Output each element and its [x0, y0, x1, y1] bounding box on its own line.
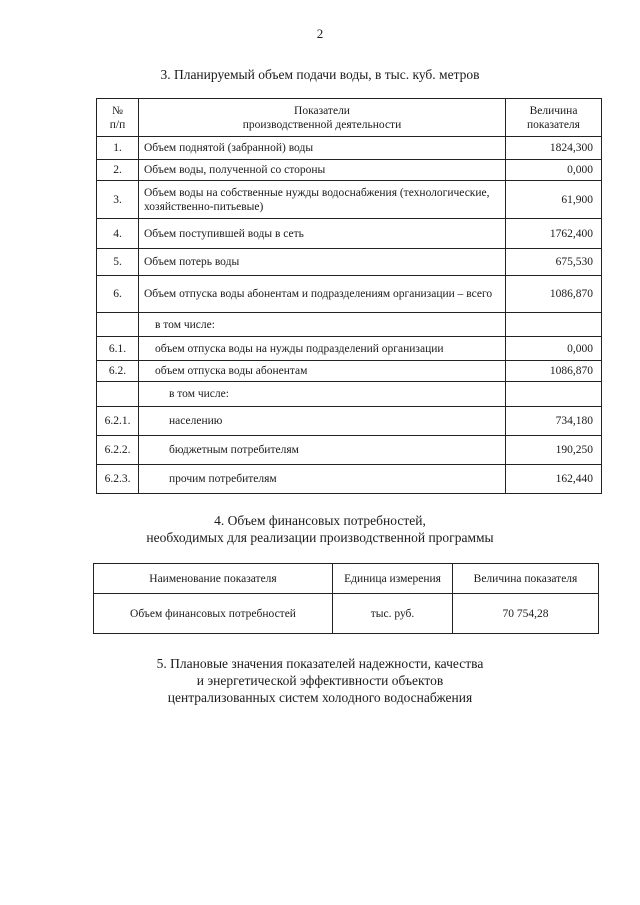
row-unit: тыс. руб.: [333, 594, 453, 634]
row-label: Объем воды на собственные нужды водоснабжения (технологические, хозяйственно-питьевые): [139, 181, 506, 219]
row-number: [97, 313, 139, 337]
row-label: Объем отпуска воды абонентам и подразделениям организации – всего: [139, 276, 506, 313]
section3-title-text: 3. Планируемый объем подачи воды, в тыс. куб. метров: [160, 67, 480, 82]
row-number: 6.2.1.: [97, 407, 139, 436]
row-number: 6.2.: [97, 361, 139, 382]
section5-title-line2: и энергетической эффективности объектов: [196, 673, 444, 688]
header-value-line2: показателя: [527, 118, 580, 131]
row-number: [97, 382, 139, 407]
row-label: Объем поступившей воды в сеть: [139, 219, 506, 249]
row-label: объем отпуска воды абонентам: [139, 361, 506, 382]
section4-title-line1: 4. Объем финансовых потребностей,: [214, 513, 426, 528]
header-number-line2: п/п: [109, 118, 126, 131]
table-row: [97, 160, 602, 181]
row-value: 1086,870: [506, 276, 602, 313]
row-label: Объем потерь воды: [139, 249, 506, 276]
header-indicator-line1: Показатели: [294, 104, 350, 117]
table-row: [97, 361, 602, 382]
section5-title-line3: централизованных систем холодного водоснабжения: [167, 690, 473, 705]
row-label: объем отпуска воды на нужды подразделений организации: [139, 337, 506, 361]
table-row: [94, 594, 599, 634]
section5-title-line1: 5. Плановые значения показателей надежности, качества: [156, 656, 484, 671]
table-header-row: [94, 564, 599, 594]
header-indicator: [139, 99, 506, 137]
header-value-line1: Величина: [529, 104, 578, 117]
row-number: 5.: [97, 249, 139, 276]
table-row: [97, 382, 602, 407]
table-row: [97, 407, 602, 436]
row-number: 4.: [97, 219, 139, 249]
section4-title-line2: необходимых для реализации производственной программы: [146, 530, 494, 545]
table-row: [97, 249, 602, 276]
table-row: [97, 137, 602, 160]
row-value: 61,900: [506, 181, 602, 219]
table-row: [97, 313, 602, 337]
row-value: [506, 382, 602, 407]
table-row: [97, 436, 602, 465]
table-row: [97, 276, 602, 313]
row-number: 3.: [97, 181, 139, 219]
row-label: в том числе:: [139, 313, 506, 337]
row-number: 1.: [97, 137, 139, 160]
table-row: [97, 219, 602, 249]
row-label: Объем поднятой (забранной) воды: [139, 137, 506, 160]
page-number: 2: [316, 26, 324, 41]
row-number: 6.2.2.: [97, 436, 139, 465]
header-number: [97, 99, 139, 137]
row-number: 6.: [97, 276, 139, 313]
row-number: 6.1.: [97, 337, 139, 361]
section4-title: [0, 512, 640, 546]
section3-title: [0, 66, 640, 83]
row-value: [506, 313, 602, 337]
row-label: населению: [139, 407, 506, 436]
row-value: 190,250: [506, 436, 602, 465]
water-supply-table: [96, 98, 602, 494]
table-header-row: [97, 99, 602, 137]
header-indicator-name: Наименование показателя: [94, 564, 333, 594]
row-indicator-name: Объем финансовых потребностей: [94, 594, 333, 634]
row-label: Объем воды, полученной со стороны: [139, 160, 506, 181]
row-label: в том числе:: [139, 382, 506, 407]
header-value: [506, 99, 602, 137]
table-row: [97, 337, 602, 361]
row-number: 6.2.3.: [97, 465, 139, 494]
row-value: 0,000: [506, 160, 602, 181]
row-value: 675,530: [506, 249, 602, 276]
row-label: прочим потребителям: [139, 465, 506, 494]
row-number: 2.: [97, 160, 139, 181]
row-value: 70 754,28: [453, 594, 599, 634]
row-value: 734,180: [506, 407, 602, 436]
header-indicator-line2: производственной деятельности: [242, 118, 402, 131]
section5-title: [0, 655, 640, 706]
row-value: 162,440: [506, 465, 602, 494]
table-row: [97, 465, 602, 494]
financial-needs-table: [93, 563, 599, 634]
header-unit: Единица измерения: [333, 564, 453, 594]
table-row: [97, 181, 602, 219]
row-value: 1086,870: [506, 361, 602, 382]
header-number-line1: №: [112, 104, 123, 117]
row-value: 1824,300: [506, 137, 602, 160]
header-value: Величина показателя: [453, 564, 599, 594]
row-value: 0,000: [506, 337, 602, 361]
row-value: 1762,400: [506, 219, 602, 249]
row-label: бюджетным потребителям: [139, 436, 506, 465]
